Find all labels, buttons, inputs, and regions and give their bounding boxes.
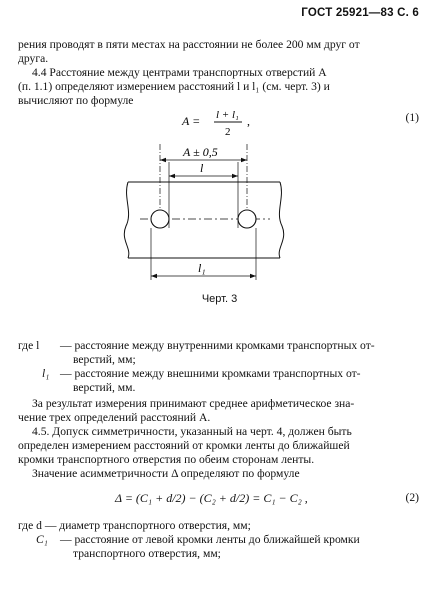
text-line: Значение асимметричности Δ определяют по формуле xyxy=(32,467,300,480)
formula-1-lhs: A = xyxy=(182,114,201,128)
text-line: 4.5. Допуск симметричности, указанный на черт. 4, должен быть xyxy=(32,425,352,438)
definition-text: — расстояние между внешними кромками транспортных от- xyxy=(60,367,361,380)
formula-1 xyxy=(180,104,260,142)
text-line: 4.4 Расстояние между центрами транспортных отверстий A xyxy=(32,66,327,79)
definition-symbol: l₁ xyxy=(42,367,50,380)
text-line: (п. 1.1) определяют измерением расстояний l и l₁ (см. черт. 3) и xyxy=(18,80,330,93)
text-line: За результат измерения принимают среднее арифметическое зна- xyxy=(32,397,355,410)
definition-symbol: C₁ xyxy=(36,533,48,546)
formula-1-numerator: l + l₁ xyxy=(216,109,239,121)
text-line: чение трех определений расстояний A. xyxy=(18,411,211,424)
page-header: ГОСТ 25921—83 С. 6 xyxy=(301,7,419,19)
formula-1-denominator: 2 xyxy=(225,126,231,138)
text-line: вычисляют по формуле xyxy=(18,94,134,107)
equation-number-1: (1) xyxy=(405,111,419,124)
definition-text: — расстояние между внутренними кромками транспортных от- xyxy=(60,339,375,352)
dimension-A-label: A ± 0,5 xyxy=(183,145,218,159)
definition-text: верстий, мм. xyxy=(73,381,136,394)
figure-3-drawing xyxy=(110,140,340,288)
definition-text: транспортного отверстия, мм; xyxy=(73,547,221,560)
text-line: кромки транспортного отверстия по обеим сторонам ленты. xyxy=(18,453,315,466)
figure-caption: Черт. 3 xyxy=(201,293,238,305)
dimension-l1-label: l₁ xyxy=(198,261,206,275)
formula-1-comma: , xyxy=(247,114,250,128)
transport-hole-left xyxy=(151,210,169,228)
dimension-l-label: l xyxy=(200,161,204,175)
text-line: рения проводят в пяти местах на расстоянии не более 200 мм друг от xyxy=(18,38,360,51)
definition-text: верстий, мм; xyxy=(73,353,136,366)
definition-text: где d — диаметр транспортного отверстия, мм; xyxy=(18,519,251,532)
definition-text: — расстояние от левой кромки ленты до ближайшей кромки xyxy=(60,533,360,546)
text-line: друга. xyxy=(18,52,49,65)
equation-number-2: (2) xyxy=(405,491,419,504)
formula-2: Δ = (C₁ + d/2) − (C₂ + d/2) = C₁ − C₂ , xyxy=(115,491,308,505)
definition-symbol: где l xyxy=(18,339,40,352)
transport-hole-right xyxy=(238,210,256,228)
text-line: определен измерением расстояний от кромки ленты до ближайшей xyxy=(18,439,350,452)
